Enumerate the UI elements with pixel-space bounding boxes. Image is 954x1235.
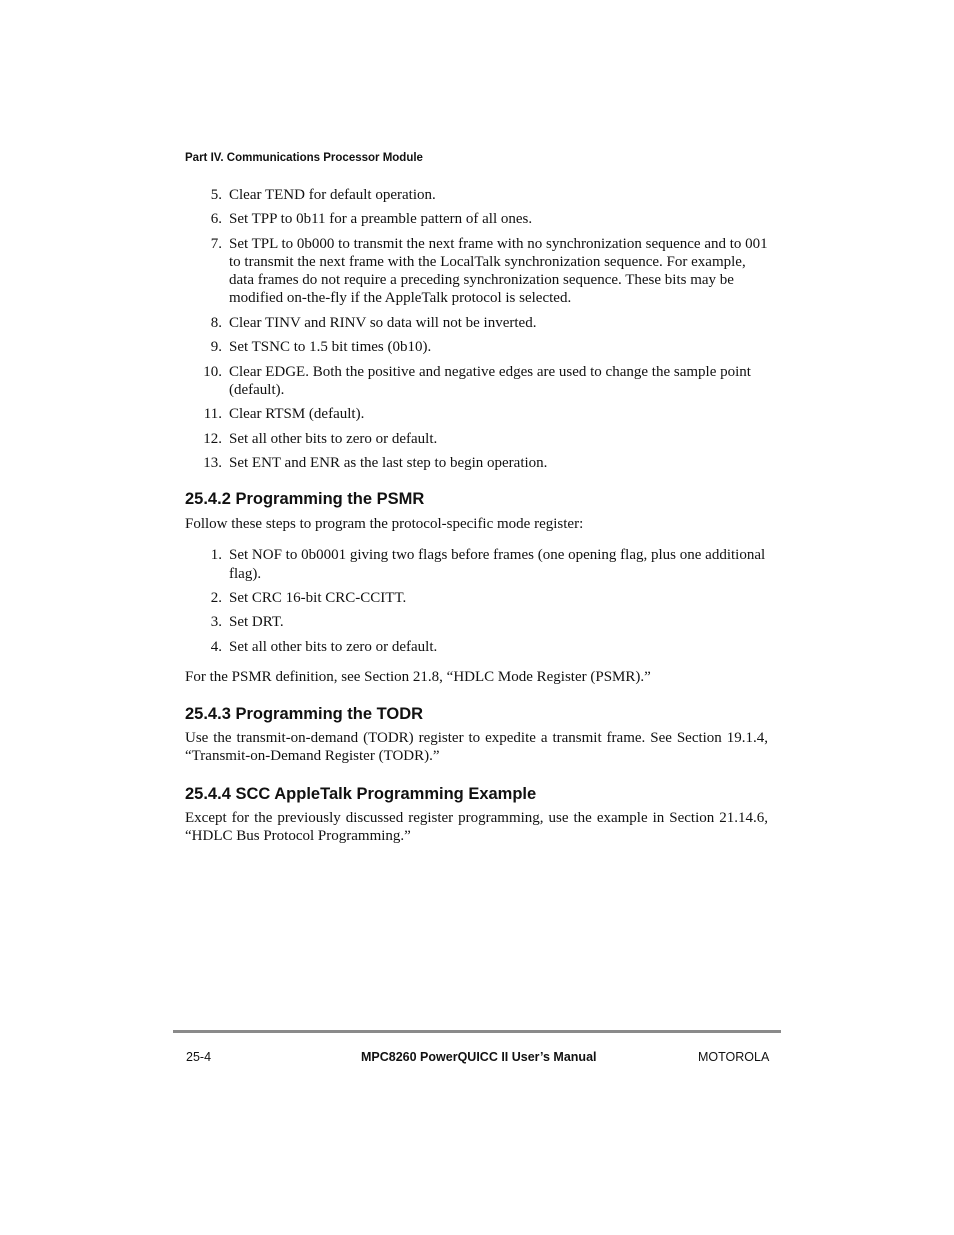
list-item <box>185 638 768 656</box>
list-item-text: Set CRC 16-bit CRC-CCITT. <box>229 589 407 606</box>
list-item-number: 8. <box>210 314 222 331</box>
list-item-text: Clear TINV and RINV so data will not be inverted. <box>229 314 537 331</box>
list-item <box>185 454 768 472</box>
section-heading-todr: 25.4.3 Programming the TODR <box>185 705 424 724</box>
list-item-number: 11. <box>203 406 222 423</box>
section-heading-psmr: 25.4.2 Programming the PSMR <box>185 490 425 509</box>
list-item-text: Clear EDGE. Both the positive and negative edges are used to change the sample point (default). <box>229 363 751 398</box>
list-item <box>185 613 768 631</box>
list-item-number: 9. <box>210 339 222 356</box>
list-item-text: Set NOF to 0b0001 giving two flags before frames (one opening flag, plus one additional flag). <box>229 547 766 582</box>
list-item-number: 1. <box>210 547 222 564</box>
psmr-intro: Follow these steps to program the protocol-specific mode register: <box>185 516 584 533</box>
list-item-number: 10. <box>203 363 222 380</box>
list-item-text: Set ENT and ENR as the last step to begin operation. <box>229 454 548 471</box>
company-name: MOTOROLA <box>698 1050 770 1064</box>
running-header: Part IV. Communications Processor Module <box>185 152 423 164</box>
list-item-number: 13. <box>203 454 222 471</box>
list-item <box>185 235 768 308</box>
list-item <box>185 210 768 228</box>
list-item-text: Set all other bits to zero or default. <box>229 638 438 655</box>
list-item-text: Set TPL to 0b000 to transmit the next frame with no synchronization sequence and to 001 to transmit the next frame with the LocalTalk synchronization sequence. For example, data frames do not require a preceding synchronization sequence. These bits may be modified on-the-fly if the AppleTalk protocol is selected. <box>229 235 768 307</box>
page-number: 25-4 <box>186 1050 212 1064</box>
list-item-text: Set TPP to 0b11 for a preamble pattern of all ones. <box>229 211 533 228</box>
list-item-number: 6. <box>210 211 222 228</box>
list-item-number: 12. <box>203 430 222 447</box>
example-body: Except for the previously discussed register programming, use the example in Section 21.14.6, “HDLC Bus Protocol Programming.” <box>185 809 768 844</box>
list-item <box>185 186 768 204</box>
list-item-text: Set TSNC to 1.5 bit times (0b10). <box>229 339 432 356</box>
list-item-number: 4. <box>210 638 222 655</box>
list-item-number: 3. <box>210 614 222 631</box>
list-item-text: Set DRT. <box>229 614 284 631</box>
list-item-text: Set all other bits to zero or default. <box>229 430 438 447</box>
list-item <box>185 589 768 607</box>
section-heading-example: 25.4.4 SCC AppleTalk Programming Example <box>185 784 537 803</box>
list-item <box>185 405 768 423</box>
psmr-steps-list <box>185 546 768 656</box>
steps-list-continued <box>185 186 768 472</box>
list-item-number: 7. <box>210 235 222 252</box>
list-item-number: 5. <box>210 187 222 203</box>
list-item <box>185 430 768 448</box>
list-item-text: Clear TEND for default operation. <box>229 187 436 203</box>
list-item-number: 2. <box>210 589 222 606</box>
page-content <box>185 186 768 845</box>
list-item <box>185 338 768 356</box>
list-item-text: Clear RTSM (default). <box>229 406 365 423</box>
list-item <box>185 363 768 399</box>
psmr-definition-note: For the PSMR definition, see Section 21.8, “HDLC Mode Register (PSMR).” <box>185 668 651 685</box>
manual-title: MPC8260 PowerQUICC II User’s Manual <box>361 1050 597 1064</box>
footer-rule <box>173 1030 781 1033</box>
todr-body: Use the transmit-on-demand (TODR) register to expedite a transmit frame. See Section 19.1.4, “Transmit-on-Demand Register (TODR).” <box>185 730 768 765</box>
list-item <box>185 546 768 582</box>
list-item <box>185 314 768 332</box>
